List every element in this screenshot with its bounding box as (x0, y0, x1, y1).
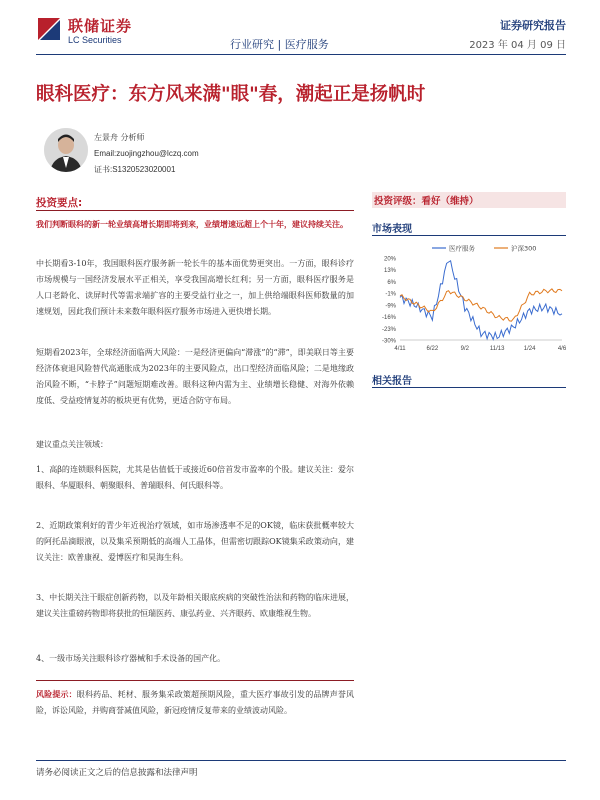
investment-divider (36, 210, 354, 211)
y-tick-label: 13% (383, 268, 396, 275)
x-tick-label: 6/22 (426, 346, 439, 352)
report-date: 2023 年 04 月 09 日 (469, 40, 566, 51)
market-chart (372, 240, 566, 360)
series-line (400, 289, 562, 321)
brand-name-en: LC Securities (68, 35, 122, 45)
risk-warning (36, 686, 354, 719)
analyst-info (94, 130, 199, 178)
investment-item-4: 4、一级市场关注眼科诊疗器械和手术设备的国产化。 (36, 654, 226, 663)
risk-text: 眼科药品、耗材、服务集采政策超预期风险，重大医疗事故引发的品牌声誉风险，诉讼风险，并购商誉减值风险，新冠疫情反复带来的业绩波动风险。 (36, 690, 355, 715)
y-tick-label: -1% (385, 291, 396, 298)
page-title: 眼科医疗：东方风来满"眼"春，潮起正是扬帆时 (36, 84, 426, 105)
risk-label: 风险提示： (36, 689, 77, 699)
investment-para-1: 中长期看3-10年，我国眼科医疗服务新一轮长牛的基本面优势更突出。一方面，眼科诊疗市场规模与一国经济发展水平正相关，享受我国高增长红利；另一方面，眼科医疗服务是人口老龄化、读屏时代等需求端扩容的主要受益行业之一，加上供给端眼科医师数量的加速规划，因此我们预计未来数年眼科医疗服务市场进入更快增长期。 (36, 259, 354, 316)
footer-disclaimer[interactable]: 请务必阅读正文之后的信息披露和法律声明 (36, 768, 198, 778)
legend-label: 医疗服务 (449, 244, 475, 253)
y-tick-label: -16% (381, 315, 396, 322)
investment-para-3: 建议重点关注领域： (36, 440, 108, 449)
x-tick-label: 9/2 (460, 346, 469, 352)
y-tick-label: -30% (381, 338, 396, 345)
x-tick-label: 4/11 (394, 346, 406, 352)
y-tick-label: 6% (387, 279, 396, 286)
y-tick-label: -23% (381, 326, 396, 333)
brand-logo-icon (36, 16, 62, 42)
series-line (400, 261, 562, 340)
analyst-email[interactable]: Email:zuojingzhou@lczq.com (94, 149, 199, 158)
report-type: 证券研究报告 (500, 19, 566, 32)
investment-heading: 投资要点: (36, 197, 83, 209)
x-tick-label: 4/6 (557, 346, 566, 352)
market-divider (372, 235, 566, 236)
brand-name-cn: 联储证券 (68, 17, 133, 35)
analyst-avatar (44, 128, 88, 172)
analyst-license: 证书:S1320523020001 (94, 165, 176, 174)
investment-rating: 投资评级：看好（维持） (374, 196, 479, 207)
header-divider (36, 54, 566, 55)
investment-item-1: 1、高β的连锁眼科医院，尤其是估值低于或接近60倍首发市盈率的个股。建议关注：爱尔眼科、华厦眼科、朝聚眼科、普瑞眼科、何氏眼科等。 (36, 465, 354, 490)
y-tick-label: 20% (383, 256, 396, 263)
investment-item-2: 2、近期政策利好的青少年近视治疗领域，如市场渗透率不足的OK镜，临床获批概率较大的阿托品滴眼液，以及集采预期低的高端人工晶体，但需密切跟踪OK镜集采政策动向，建议关注：欧普康视、爱博医疗和昊海生科。 (36, 521, 354, 562)
investment-para-2: 短期看2023年，全球经济面临两大风险：一是经济更偏向“滞涨”的“滞”，即美联日等主要经济体衰退风险替代高通胀成为2023年的主要风险点，出口型经济面临风险；二是地缘政治风险不断，“卡脖子”问题短期难改善。眼科这种内需为主、业绩增长稳健、对海外依赖度低、受益疫情复苏的板块更有优势，更适合防守布局。 (36, 348, 354, 405)
x-tick-label: 11/13 (489, 346, 505, 352)
footer-divider (36, 760, 566, 761)
related-divider (372, 387, 566, 388)
investment-highlight: 我们判断眼科的新一轮业绩高增长期即将到来，业绩增速远超上个十年，建议持续关注。 (36, 219, 348, 229)
risk-divider (36, 680, 354, 681)
y-tick-label: -9% (385, 303, 396, 310)
related-reports-heading: 相关报告 (372, 376, 412, 387)
report-category: 行业研究 | 医疗服务 (230, 38, 329, 51)
analyst-name: 左景舟 分析师 (94, 133, 145, 142)
x-tick-label: 1/24 (523, 346, 536, 352)
market-heading: 市场表现 (372, 224, 412, 235)
investment-item-3: 3、中长期关注干眼症创新药物，以及年龄相关眼底疾病的突破性治法和药物的临床进展，建议关注重磅药物即将获批的恒瑞医药、康弘药业、兴齐眼药、欧康维视生物。 (36, 593, 354, 618)
legend-label: 沪深300 (511, 244, 537, 253)
